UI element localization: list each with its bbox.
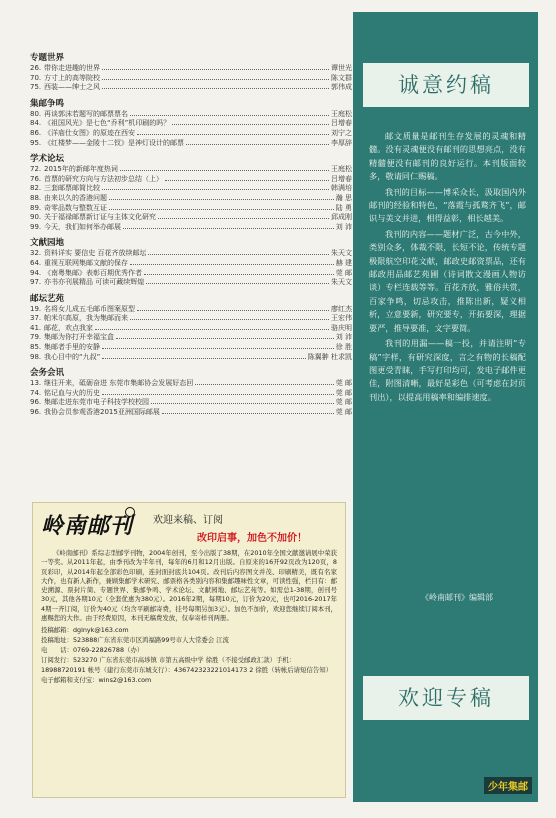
toc-entry[interactable] xyxy=(30,379,352,389)
toc-entry-author: 莞 邮 xyxy=(335,408,352,417)
ad-notice: 改印启事，加色不加价！ xyxy=(197,533,307,544)
toc-entry-number: 99. xyxy=(30,222,42,231)
table-of-contents xyxy=(30,50,352,423)
toc-entry-title: 我协会员参观香港2015亚洲国际邮展 xyxy=(44,408,160,417)
toc-entry[interactable] xyxy=(30,389,352,399)
toc-entry-author: 刘宁之 xyxy=(331,128,352,137)
toc-entry-title: 奇零品数与整数互证 xyxy=(44,203,107,212)
toc-entry-author: 王宏伟 xyxy=(331,314,352,323)
toc-entry-title: 集邮者手里的安静 xyxy=(44,343,100,352)
toc-entry[interactable] xyxy=(30,324,352,334)
ad-paragraph: 《岭南邮刊》系综志型邮学刊物，2004年创刊，至今出版了38期，在2010年全国文献邀请展中荣获一等奖。从2011年起，由季刊改为半年刊，每年的6月和12月出版。自原来的16开92页改为120页，8页彩印，从2014年起全部彩色印刷，连封面封底共104页。改刊后内容图文并茂、印刷精美，既有名家大作，也有新人新作，兼顾集邮学术研究、邮票格各类别内容和集邮趣味性文章，可读性强，栏目有：邮史溯源、票封片简、专题世界、集邮争鸣、学术论坛、文献园地、邮坛艺苑等。如需总1-38期，创刊号30元，其他各期10元（全套优惠为380元）。2016年2期，每期10元，订价为20元，也可2016-2017年4期一齐订阅，订价为40元（均含平刷邮寄费，挂号每期另加3元）。加色不加价，欢迎您继续订阅本刊，惠赐您的大作。由于经费原因，本刊无稿费发放，仅奉寄样刊两册。 xyxy=(41,549,337,623)
toc-leader-dots xyxy=(102,358,306,359)
toc-entry[interactable] xyxy=(30,204,352,214)
toc-entry-title: 邮花，欢点我家 xyxy=(44,323,93,332)
toc-leader-dots xyxy=(130,264,334,265)
toc-entry-author: 徐 胜 xyxy=(335,343,352,352)
toc-entry-number: 13. xyxy=(30,379,42,388)
toc-entry-number: 19. xyxy=(30,304,42,313)
ad-logo: 岭南邮刊 xyxy=(41,513,134,539)
toc-entry-author: 赫 建 xyxy=(335,258,352,267)
toc-entry-title: 由来以久的香港问题 xyxy=(44,193,107,202)
toc-entry-author: 朱天文 xyxy=(331,278,352,287)
toc-entry[interactable] xyxy=(30,184,352,194)
toc-entry[interactable] xyxy=(30,223,352,233)
toc-entry[interactable] xyxy=(30,408,352,418)
toc-entry[interactable] xyxy=(30,74,352,84)
toc-entry-author: 骆庆明 xyxy=(331,323,352,332)
toc-leader-dots xyxy=(109,209,334,210)
toc-entry-number: 76. xyxy=(30,174,42,183)
toc-entry-title: 资料详实 要信史 百花齐放续邮坛 xyxy=(44,249,147,258)
toc-entry-author: 朱天文 xyxy=(331,249,352,258)
toc-entry[interactable] xyxy=(30,213,352,223)
ad-welcome: 欢迎来稿、订阅 xyxy=(153,515,223,526)
toc-entry[interactable] xyxy=(30,353,352,363)
toc-entry-number: 85. xyxy=(30,343,42,352)
toc-entry-title: 《洋庙仕女图》的原迹在西安 xyxy=(44,128,135,137)
toc-entry-title: 集邮为你打开幸福宝盒 xyxy=(44,333,114,342)
contact-row: 电子邮箱和支付宝：wins2@163.com xyxy=(41,676,152,685)
toc-entry-title: 《红楼梦——金陵十二钗》是神灯设计的邮票 xyxy=(44,138,184,147)
toc-entry[interactable] xyxy=(30,269,352,279)
toc-leader-dots xyxy=(137,134,329,135)
toc-leader-dots xyxy=(146,283,329,284)
toc-entry-title: 关于福禄邮票新订证与主体文化研究 xyxy=(44,213,156,222)
panel-paragraph: 我刊的目标——博采众长，汲取国内外邮刊的经验和特色，“落霞与孤鹜齐飞”，邮识与美文并进，相得益彰，相长越美。 xyxy=(369,186,526,224)
contact-row: 订阅发行：523270 广东省东莞市高埗镇 市第五高级中学 徐胜（不接受邮政汇款）手机：18988720191 帐号（建行东莞市东城支行）：436742323221014173 2 徐胜（转帐后请短信告知） xyxy=(41,656,333,675)
toc-entry[interactable] xyxy=(30,129,352,139)
toc-entry[interactable] xyxy=(30,398,352,408)
toc-entry-number: 84. xyxy=(30,119,42,128)
toc-entry-number: 80. xyxy=(30,109,42,118)
toc-leader-dots xyxy=(102,394,334,395)
toc-entry-author: 莞 邮 xyxy=(335,398,352,407)
toc-leader-dots xyxy=(162,413,334,414)
toc-entry[interactable] xyxy=(30,110,352,120)
toc-entry-author: 陈翼翀 杜求凯 xyxy=(307,352,352,361)
toc-entry[interactable] xyxy=(30,314,352,324)
ad-header xyxy=(33,503,345,549)
toc-entry-number: 88. xyxy=(30,193,42,202)
toc-entry-number: 86. xyxy=(30,128,42,137)
toc-entry[interactable] xyxy=(30,278,352,288)
toc-entry-title: 三套邮票邮简比较 xyxy=(44,184,100,193)
toc-entry-author: 王庭松 xyxy=(331,165,352,174)
toc-entry-author: 刘 沛 xyxy=(335,333,352,342)
title-bottom-text: 欢迎专稿 xyxy=(398,686,494,710)
subscription-ad xyxy=(32,502,346,798)
title-top-text: 诚意约稿 xyxy=(398,73,494,97)
toc-entry-number: 94. xyxy=(30,268,42,277)
toc-entry-title: 亦书亦刊展精品 可读可藏续辉煌 xyxy=(44,278,145,287)
toc-entry[interactable] xyxy=(30,139,352,149)
toc-leader-dots xyxy=(102,88,329,89)
contact-row: 电 话：0769-22826788（办） xyxy=(41,646,144,655)
panel-paragraph: 邮文质量是邮刊生存发展的灵魂和精髓。没有灵魂便没有邮刊的思想亮点，没有精髓便没有邮刊的良好运行。本刊版面较多，敬请同仁赐稿。 xyxy=(369,131,526,182)
toc-entry[interactable] xyxy=(30,194,352,204)
ad-contacts xyxy=(33,623,345,685)
toc-leader-dots xyxy=(130,319,329,320)
toc-entry-author: 王庭松 xyxy=(331,109,352,118)
toc-entry-number: 32. xyxy=(30,249,42,258)
corner-badge: 少年集邮 xyxy=(484,777,532,794)
toc-entry-number: 97. xyxy=(30,278,42,287)
toc-entry-author: 谭世光 xyxy=(331,64,352,72)
toc-section xyxy=(30,293,352,363)
toc-entry-title: 带你走进趣的世界 xyxy=(44,64,100,72)
toc-entry-author: 郭伟成 xyxy=(331,83,352,92)
toc-entry-number: 96. xyxy=(30,408,42,417)
toc-entry-number: 79. xyxy=(30,333,42,342)
toc-section-title: 专题世界 xyxy=(30,53,65,63)
toc-section-title: 会务会讯 xyxy=(30,368,65,379)
toc-leader-dots xyxy=(102,69,329,70)
logo-seal-icon xyxy=(125,507,135,517)
contact-row: 投稿邮箱：dglnyk@163.com xyxy=(41,626,129,635)
toc-entry-title: 继往开来，砥砺奋进 东莞市集邮协会发展好态回 xyxy=(44,379,194,388)
toc-entry-author: 吕增春 xyxy=(331,174,352,183)
toc-entry-author: 莞 邮 xyxy=(335,388,352,397)
toc-section xyxy=(30,153,352,232)
toc-entry-title: 铭记血与火的历史 xyxy=(44,388,100,397)
toc-leader-dots xyxy=(102,189,329,190)
toc-leader-dots xyxy=(165,180,329,181)
toc-entry[interactable] xyxy=(30,259,352,269)
toc-leader-dots xyxy=(95,329,329,330)
toc-entry-number: 90. xyxy=(30,213,42,222)
toc-section xyxy=(30,237,352,287)
toc-entry-author: 瀚 思 xyxy=(335,193,352,202)
toc-entry-title: 名将女儿成五毛邮币图案原型 xyxy=(44,304,135,313)
toc-entry-number: 98. xyxy=(30,352,42,361)
toc-entry-title: 再谈郭沫若题写的邮票票名 xyxy=(44,109,128,118)
toc-leader-dots xyxy=(195,384,334,385)
toc-section xyxy=(30,98,352,148)
toc-leader-dots xyxy=(172,124,329,125)
toc-entry[interactable] xyxy=(30,175,352,185)
toc-entry[interactable] xyxy=(30,119,352,129)
toc-entry-author: 莞 邮 xyxy=(335,379,352,388)
toc-entry-author: 廖红杰 xyxy=(331,304,352,313)
toc-entry-author: 陈文群 xyxy=(331,73,352,82)
toc-entry-author: 李厚辞 xyxy=(331,138,352,147)
toc-leader-dots xyxy=(158,218,329,219)
toc-entry-number: 82. xyxy=(30,184,42,193)
call-for-papers-title xyxy=(363,63,529,107)
toc-entry-number: 75. xyxy=(30,83,42,92)
ad-body xyxy=(33,549,345,623)
toc-leader-dots xyxy=(123,228,334,229)
toc-entry-author: 陆 勇 xyxy=(335,203,352,212)
toc-entry-title: 《祖国风光》是七色“乔利”机印刷的吗？ xyxy=(44,119,171,128)
toc-leader-dots xyxy=(151,403,334,404)
toc-entry-title: 重视互联网集邮文献的保存 xyxy=(44,258,128,267)
toc-entry-number: 72. xyxy=(30,165,42,174)
toc-leader-dots xyxy=(148,254,329,255)
toc-entry-title: 帕米尔高原，我为集邮而来 xyxy=(44,314,128,323)
toc-section-title: 集邮争鸣 xyxy=(30,98,65,109)
toc-entry-title: 今天，我们如何举办邮展 xyxy=(44,222,121,231)
toc-entry-title: 我心目中的“九叔” xyxy=(44,352,101,361)
toc-entry-author: 吕增春 xyxy=(331,119,352,128)
toc-entry-number: 70. xyxy=(30,73,42,82)
toc-entry-author: 莞 邮 xyxy=(335,268,352,277)
toc-leader-dots xyxy=(186,144,329,145)
toc-entry-title: 《南粤集邮》表彰百期优秀作者 xyxy=(44,268,142,277)
toc-entry[interactable] xyxy=(30,165,352,175)
toc-section-title: 邮坛艺苑 xyxy=(30,293,65,304)
toc-leader-dots xyxy=(144,274,334,275)
panel-paragraph: 我刊的用漏——稿一投，并请注明“专稿”字样，有研究深度，言之有物的长稿配图更受青睐，手写打印均可，发电子邮件更佳，附图清晰，最好是彩色（可考虑在封页刊出），以提高用稿率和编排速度。 xyxy=(369,338,526,402)
toc-leader-dots xyxy=(116,338,334,339)
toc-section xyxy=(30,52,352,93)
toc-entry[interactable] xyxy=(30,333,352,343)
toc-section xyxy=(30,367,352,417)
toc-entry-author: 刘 沛 xyxy=(335,222,352,231)
toc-section-title: 学术论坛 xyxy=(30,154,65,165)
call-for-papers-text xyxy=(369,130,526,406)
toc-entry-number: 95. xyxy=(30,138,42,147)
welcome-submissions-title xyxy=(363,676,529,720)
toc-entry-number: 74. xyxy=(30,388,42,397)
toc-entry-author: 韩满培 xyxy=(331,184,352,193)
toc-entry-number: 64. xyxy=(30,258,42,267)
toc-leader-dots xyxy=(120,170,329,171)
toc-entry[interactable] xyxy=(30,249,352,259)
toc-entry-title: 方寸上的高等院校 xyxy=(44,73,100,82)
toc-leader-dots xyxy=(102,348,334,349)
toc-entry-title: 首票的研究方向与方法初步总结（上） xyxy=(44,174,163,183)
toc-entry[interactable] xyxy=(30,83,352,93)
toc-entry[interactable] xyxy=(30,305,352,315)
toc-leader-dots xyxy=(137,310,329,311)
editorial-signature: 《岭南邮刊》编辑部 xyxy=(421,593,493,602)
toc-entry-title: 集邮走进东莞市电子科技学校校园 xyxy=(44,398,149,407)
toc-entry-number: 37. xyxy=(30,314,42,323)
panel-paragraph: 我刊的内容——题材广泛，古今中外，类别众多，体裁不限，长短不论，传统专题极限航空印花文献，邮政史邮资票品，还有邮政用品邮艺苑圃（诗词散文漫画人物访谈）专栏连载等等。百花齐放，雅俗共赏，百家争鸣，切忌攻击，推陈出新，疑义相析，立意要新，研究要专，开拓要深，理据要严，推导要准，文字要简。 xyxy=(369,228,526,333)
toc-entry[interactable] xyxy=(30,64,352,74)
toc-leader-dots xyxy=(109,199,334,200)
toc-leader-dots xyxy=(102,79,329,80)
toc-entry-title: 2015年的新邮年度热词 xyxy=(44,165,118,174)
toc-entry[interactable] xyxy=(30,343,352,353)
toc-entry-number: 26. xyxy=(30,64,42,72)
toc-section-title: 文献园地 xyxy=(30,238,65,249)
toc-entry-title: 西装——绅士之风 xyxy=(44,83,100,92)
toc-entry-number: 96. xyxy=(30,398,42,407)
toc-entry-number: 89. xyxy=(30,203,42,212)
toc-entry-number: 41. xyxy=(30,323,42,332)
toc-entry-author: 邱成刚 xyxy=(331,213,352,222)
contact-row: 投稿地址：523888广东省东莞市区鸿福路99号市人大常委会 江流 xyxy=(41,636,229,645)
call-for-papers-panel xyxy=(353,12,538,802)
toc-leader-dots xyxy=(130,115,329,116)
